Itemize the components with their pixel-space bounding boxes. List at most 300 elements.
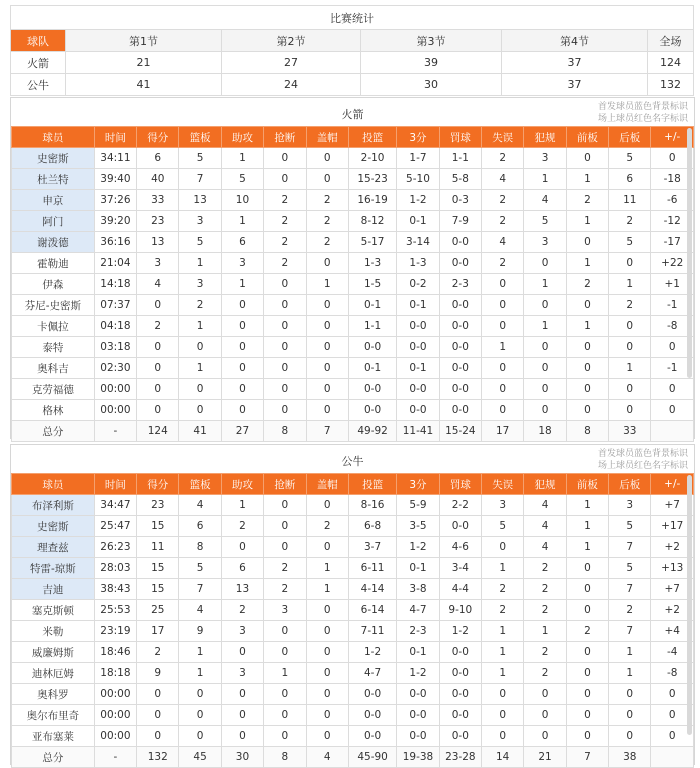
stat-cell: 2 <box>264 558 306 579</box>
stat-cell: 5-17 <box>348 232 396 253</box>
summary-cell: 37 <box>502 74 648 96</box>
stat-cell: 15 <box>137 558 179 579</box>
stat-cell: 3 <box>179 274 221 295</box>
stat-cell: 1 <box>179 316 221 337</box>
stat-cell: 0 <box>137 705 179 726</box>
column-header: 助攻 <box>221 474 263 495</box>
stat-cell: 0 <box>566 600 608 621</box>
scrollbar[interactable] <box>687 475 692 735</box>
stat-cell: 15 <box>137 579 179 600</box>
stat-cell: 0 <box>482 537 524 558</box>
stat-cell: 0 <box>566 337 608 358</box>
stat-cell: 3 <box>482 495 524 516</box>
stat-cell: 4-7 <box>348 663 396 684</box>
total-cell: 27 <box>221 421 263 442</box>
stat-cell: 0-0 <box>348 726 396 747</box>
stat-cell: 0 <box>137 295 179 316</box>
summary-header-q2: 第2节 <box>222 30 361 52</box>
stat-cell: +7 <box>651 579 694 600</box>
column-header: 罚球 <box>439 127 481 148</box>
total-cell: 4 <box>306 747 348 768</box>
bulls-boxscore-table <box>11 473 694 768</box>
stat-cell: 0 <box>306 253 348 274</box>
stat-cell: 6-14 <box>348 600 396 621</box>
stat-cell: 3 <box>221 663 263 684</box>
stat-cell: 0 <box>651 705 694 726</box>
stat-cell: 3 <box>179 211 221 232</box>
stat-cell: 3-7 <box>348 537 396 558</box>
player-row <box>12 358 694 379</box>
stat-cell: 0 <box>566 579 608 600</box>
stat-cell: 0 <box>566 400 608 421</box>
stat-cell: 3 <box>264 600 306 621</box>
stat-cell: 0 <box>264 684 306 705</box>
stat-cell: 7 <box>179 579 221 600</box>
stat-cell: 0 <box>651 400 694 421</box>
total-cell: 124 <box>137 421 179 442</box>
stat-cell: 1-5 <box>348 274 396 295</box>
stat-cell: 0-2 <box>397 274 439 295</box>
stat-cell: 0 <box>482 295 524 316</box>
stat-cell: 2-3 <box>397 621 439 642</box>
player-name: 泰特 <box>12 337 95 358</box>
stat-cell: 2 <box>264 232 306 253</box>
stat-cell: 1-7 <box>397 148 439 169</box>
stat-cell: 3 <box>221 253 263 274</box>
stat-cell: 0 <box>306 358 348 379</box>
total-cell: 8 <box>264 747 306 768</box>
stat-cell: 0 <box>221 358 263 379</box>
stat-cell: 2 <box>306 190 348 211</box>
stat-cell: 0 <box>651 337 694 358</box>
stat-cell: 0 <box>609 379 651 400</box>
bulls-boxscore-panel <box>10 444 695 765</box>
stat-cell: 1 <box>482 621 524 642</box>
column-header: 球员 <box>12 474 95 495</box>
stat-cell: 0 <box>306 169 348 190</box>
stat-cell: 0 <box>306 495 348 516</box>
stat-cell: 6 <box>609 169 651 190</box>
total-cell: 33 <box>609 421 651 442</box>
stat-cell: 0-3 <box>439 190 481 211</box>
player-name: 克劳福德 <box>12 379 95 400</box>
stat-cell: 17 <box>137 621 179 642</box>
stat-cell: 0-0 <box>439 316 481 337</box>
stat-cell: 00:00 <box>94 726 136 747</box>
stat-cell: 0-1 <box>397 295 439 316</box>
stat-cell: 0 <box>306 337 348 358</box>
stat-cell: 0 <box>651 379 694 400</box>
stat-cell: 0 <box>651 148 694 169</box>
summary-cell: 24 <box>222 74 361 96</box>
player-name: 奥尔布里奇 <box>12 705 95 726</box>
stat-cell: 00:00 <box>94 705 136 726</box>
summary-cell: 124 <box>648 52 694 74</box>
stat-cell: 4 <box>524 537 566 558</box>
stat-cell: 5-8 <box>439 169 481 190</box>
stat-cell: 0 <box>306 726 348 747</box>
stat-cell: 0 <box>264 148 306 169</box>
player-row <box>12 169 694 190</box>
summary-header-team: 球队 <box>11 30 66 52</box>
stat-cell: 1 <box>524 169 566 190</box>
column-header: 助攻 <box>221 127 263 148</box>
player-name: 申京 <box>12 190 95 211</box>
stat-cell: 0 <box>264 537 306 558</box>
stat-cell: 0-0 <box>439 379 481 400</box>
rockets-boxscore-panel <box>10 97 695 439</box>
stat-cell: 3 <box>221 621 263 642</box>
total-cell <box>651 747 694 768</box>
stat-cell: 28:03 <box>94 558 136 579</box>
stat-cell: -1 <box>651 295 694 316</box>
stat-cell: 2 <box>264 190 306 211</box>
stat-cell: 0 <box>137 684 179 705</box>
total-cell: 19-38 <box>397 747 439 768</box>
stat-cell: 0 <box>306 705 348 726</box>
stat-cell: 0-0 <box>397 726 439 747</box>
legend <box>598 101 688 125</box>
player-row <box>12 211 694 232</box>
total-cell: 49-92 <box>348 421 396 442</box>
stat-cell: 0 <box>609 316 651 337</box>
stat-cell: 2 <box>482 211 524 232</box>
stat-cell: +1 <box>651 274 694 295</box>
summary-team-name: 火箭 <box>11 52 66 74</box>
player-row <box>12 337 694 358</box>
stat-cell: 00:00 <box>94 400 136 421</box>
column-header: +/- <box>651 127 694 148</box>
player-row <box>12 379 694 400</box>
stat-cell: 1 <box>179 358 221 379</box>
stat-cell: -1 <box>651 358 694 379</box>
player-row <box>12 684 694 705</box>
stat-cell: 5 <box>609 558 651 579</box>
summary-cell: 37 <box>502 52 648 74</box>
stat-cell: 3 <box>524 232 566 253</box>
stat-cell: 0 <box>264 358 306 379</box>
summary-row-rockets <box>11 52 694 74</box>
player-row <box>12 516 694 537</box>
player-row <box>12 537 694 558</box>
stat-cell: 0 <box>221 684 263 705</box>
column-header: 投篮 <box>348 127 396 148</box>
stat-cell: -12 <box>651 211 694 232</box>
stat-cell: 1 <box>221 211 263 232</box>
stat-cell: 0 <box>651 684 694 705</box>
stat-cell: 9 <box>179 621 221 642</box>
stat-cell: 1 <box>306 558 348 579</box>
stat-cell: 7 <box>609 579 651 600</box>
stat-cell: 5 <box>524 211 566 232</box>
stat-cell: 1 <box>306 579 348 600</box>
total-cell: 14 <box>482 747 524 768</box>
player-name: 芬尼-史密斯 <box>12 295 95 316</box>
stat-cell: 5 <box>609 232 651 253</box>
stat-cell: 0-1 <box>348 295 396 316</box>
stat-cell: 2 <box>524 579 566 600</box>
player-name: 阿门 <box>12 211 95 232</box>
stat-cell: 0 <box>264 169 306 190</box>
player-row <box>12 232 694 253</box>
stat-cell: 10 <box>221 190 263 211</box>
summary-header-total: 全场 <box>648 30 694 52</box>
player-name: 谢泼德 <box>12 232 95 253</box>
stat-cell: 33 <box>137 190 179 211</box>
header-row <box>12 474 694 495</box>
stat-cell: +17 <box>651 516 694 537</box>
column-header: 罚球 <box>439 474 481 495</box>
stat-cell: 1 <box>221 148 263 169</box>
player-row <box>12 253 694 274</box>
player-row <box>12 558 694 579</box>
stat-cell: 2 <box>609 211 651 232</box>
stat-cell: 1 <box>482 337 524 358</box>
stat-cell: 1 <box>524 274 566 295</box>
column-header: 时间 <box>94 127 136 148</box>
stat-cell: +2 <box>651 600 694 621</box>
stat-cell: 3-14 <box>397 232 439 253</box>
summary-title: 比赛统计 <box>11 6 694 30</box>
stat-cell: 0 <box>524 400 566 421</box>
stat-cell: 0 <box>482 726 524 747</box>
stat-cell: 0 <box>137 358 179 379</box>
stat-cell: 0 <box>306 379 348 400</box>
stat-cell: 0 <box>524 726 566 747</box>
summary-header-q4: 第4节 <box>502 30 648 52</box>
stat-cell: 23 <box>137 495 179 516</box>
column-header: 3分 <box>397 127 439 148</box>
player-row <box>12 148 694 169</box>
stat-cell: 0 <box>221 337 263 358</box>
stat-cell: 2 <box>524 558 566 579</box>
stat-cell: 2 <box>566 621 608 642</box>
column-header: 3分 <box>397 474 439 495</box>
stat-cell: 2 <box>482 190 524 211</box>
stat-cell: 3-5 <box>397 516 439 537</box>
stat-cell: +22 <box>651 253 694 274</box>
column-header: +/- <box>651 474 694 495</box>
player-row <box>12 579 694 600</box>
stat-cell: 1 <box>609 274 651 295</box>
total-cell: 21 <box>524 747 566 768</box>
stat-cell: 1-2 <box>439 621 481 642</box>
stat-cell: 2 <box>566 190 608 211</box>
stat-cell: 0 <box>482 379 524 400</box>
stat-cell: 7 <box>179 169 221 190</box>
stat-cell: 38:43 <box>94 579 136 600</box>
stat-cell: 1 <box>524 316 566 337</box>
stat-cell: 1 <box>609 358 651 379</box>
player-name: 伊森 <box>12 274 95 295</box>
stat-cell: 15 <box>137 516 179 537</box>
stat-cell: 0-0 <box>397 705 439 726</box>
column-header: 失误 <box>482 127 524 148</box>
stat-cell: 0 <box>179 726 221 747</box>
stat-cell: 2 <box>264 253 306 274</box>
total-cell: 17 <box>482 421 524 442</box>
stat-cell: 7-11 <box>348 621 396 642</box>
player-name: 奥科罗 <box>12 684 95 705</box>
stat-cell: 1-2 <box>397 190 439 211</box>
stat-cell: 0 <box>566 295 608 316</box>
stat-cell: -4 <box>651 642 694 663</box>
column-header: 抢断 <box>264 127 306 148</box>
stat-cell: 4-7 <box>397 600 439 621</box>
legend-starter: 首发球员蓝色背景标识 <box>597 102 688 112</box>
stat-cell: 0 <box>524 358 566 379</box>
total-cell: 23-28 <box>439 747 481 768</box>
player-name: 亚布塞莱 <box>12 726 95 747</box>
stat-cell: 4 <box>482 169 524 190</box>
stat-cell: 39:20 <box>94 211 136 232</box>
stat-cell: 0-0 <box>439 516 481 537</box>
stat-cell: 0 <box>264 274 306 295</box>
stat-cell: 0 <box>609 726 651 747</box>
stat-cell: 0 <box>306 400 348 421</box>
total-label: 总分 <box>12 421 95 442</box>
game-summary-table <box>10 5 694 96</box>
column-header: 时间 <box>94 474 136 495</box>
stat-cell: 13 <box>221 579 263 600</box>
stat-cell: 0-0 <box>348 684 396 705</box>
stat-cell: 1 <box>566 253 608 274</box>
total-cell: 30 <box>221 747 263 768</box>
player-row <box>12 705 694 726</box>
stat-cell: 0 <box>651 726 694 747</box>
player-row <box>12 495 694 516</box>
stat-cell: 2-10 <box>348 148 396 169</box>
total-label: 总分 <box>12 747 95 768</box>
stat-cell: 5-9 <box>397 495 439 516</box>
stat-cell: 2 <box>306 211 348 232</box>
stat-cell: 0 <box>566 358 608 379</box>
stat-cell: 0 <box>482 684 524 705</box>
player-name: 布泽利斯 <box>12 495 95 516</box>
player-row <box>12 274 694 295</box>
stat-cell: 2-2 <box>439 495 481 516</box>
column-header: 犯规 <box>524 474 566 495</box>
stat-cell: 0-1 <box>397 642 439 663</box>
stat-cell: 1 <box>221 274 263 295</box>
stat-cell: 1-2 <box>397 663 439 684</box>
stat-cell: 0 <box>306 537 348 558</box>
total-cell: - <box>94 421 136 442</box>
stat-cell: 0 <box>264 400 306 421</box>
legend-starter: 首发球员蓝色背景标识 <box>597 449 688 459</box>
player-name: 迪林厄姆 <box>12 663 95 684</box>
stat-cell: +4 <box>651 621 694 642</box>
stat-cell: 2-3 <box>439 274 481 295</box>
stat-cell: 7-9 <box>439 211 481 232</box>
stat-cell: 0 <box>306 316 348 337</box>
stat-cell: -8 <box>651 663 694 684</box>
stat-cell: 1 <box>264 663 306 684</box>
total-row <box>12 421 694 442</box>
total-cell <box>651 421 694 442</box>
stat-cell: 2 <box>482 253 524 274</box>
summary-row-bulls <box>11 74 694 96</box>
stat-cell: 0 <box>524 705 566 726</box>
stat-cell: 1 <box>566 316 608 337</box>
stat-cell: 1 <box>566 211 608 232</box>
summary-cell: 27 <box>222 52 361 74</box>
stat-cell: 5 <box>609 148 651 169</box>
stat-cell: 0 <box>306 621 348 642</box>
stat-cell: 0 <box>609 684 651 705</box>
stat-cell: 0 <box>482 274 524 295</box>
scrollbar[interactable] <box>687 128 692 378</box>
total-row <box>12 747 694 768</box>
column-header: 前板 <box>566 474 608 495</box>
stat-cell: 2 <box>482 148 524 169</box>
player-name: 史密斯 <box>12 148 95 169</box>
column-header: 投篮 <box>348 474 396 495</box>
stat-cell: 1 <box>566 169 608 190</box>
stat-cell: 0 <box>566 705 608 726</box>
stat-cell: 0-0 <box>439 400 481 421</box>
stat-cell: 0-1 <box>397 558 439 579</box>
player-row <box>12 621 694 642</box>
player-name: 米勒 <box>12 621 95 642</box>
stat-cell: 9 <box>137 663 179 684</box>
stat-cell: 0 <box>609 253 651 274</box>
summary-header-q1: 第1节 <box>66 30 222 52</box>
stat-cell: 1 <box>524 621 566 642</box>
player-row <box>12 642 694 663</box>
stat-cell: 0-0 <box>348 705 396 726</box>
stat-cell: 2 <box>264 579 306 600</box>
stat-cell: 1 <box>179 253 221 274</box>
stat-cell: 6-8 <box>348 516 396 537</box>
column-header: 后板 <box>609 127 651 148</box>
stat-cell: -6 <box>651 190 694 211</box>
stat-cell: 3-8 <box>397 579 439 600</box>
stat-cell: 0-0 <box>397 684 439 705</box>
stat-cell: 1 <box>306 274 348 295</box>
stat-cell: 0 <box>566 663 608 684</box>
stat-cell: 1-3 <box>348 253 396 274</box>
stat-cell: 0 <box>566 558 608 579</box>
stat-cell: 0 <box>306 600 348 621</box>
team-title: 公牛 <box>341 455 364 468</box>
stat-cell: 0 <box>264 516 306 537</box>
stat-cell: 6 <box>179 516 221 537</box>
stat-cell: 07:37 <box>94 295 136 316</box>
player-row <box>12 663 694 684</box>
stat-cell: 11 <box>609 190 651 211</box>
stat-cell: 5 <box>609 516 651 537</box>
total-cell: 7 <box>306 421 348 442</box>
stat-cell: 0 <box>137 400 179 421</box>
stat-cell: 1-1 <box>439 148 481 169</box>
stat-cell: 0-1 <box>397 358 439 379</box>
stat-cell: 26:23 <box>94 537 136 558</box>
stat-cell: 2 <box>306 232 348 253</box>
stat-cell: 16-19 <box>348 190 396 211</box>
player-row <box>12 600 694 621</box>
stat-cell: 0 <box>221 642 263 663</box>
stat-cell: 2 <box>137 642 179 663</box>
stat-cell: 2 <box>609 600 651 621</box>
total-cell: 38 <box>609 747 651 768</box>
stat-cell: 36:16 <box>94 232 136 253</box>
stat-cell: 7 <box>609 537 651 558</box>
player-name: 霍勒迪 <box>12 253 95 274</box>
stat-cell: 0-0 <box>439 337 481 358</box>
stat-cell: 0-0 <box>397 316 439 337</box>
stat-cell: 4 <box>179 495 221 516</box>
